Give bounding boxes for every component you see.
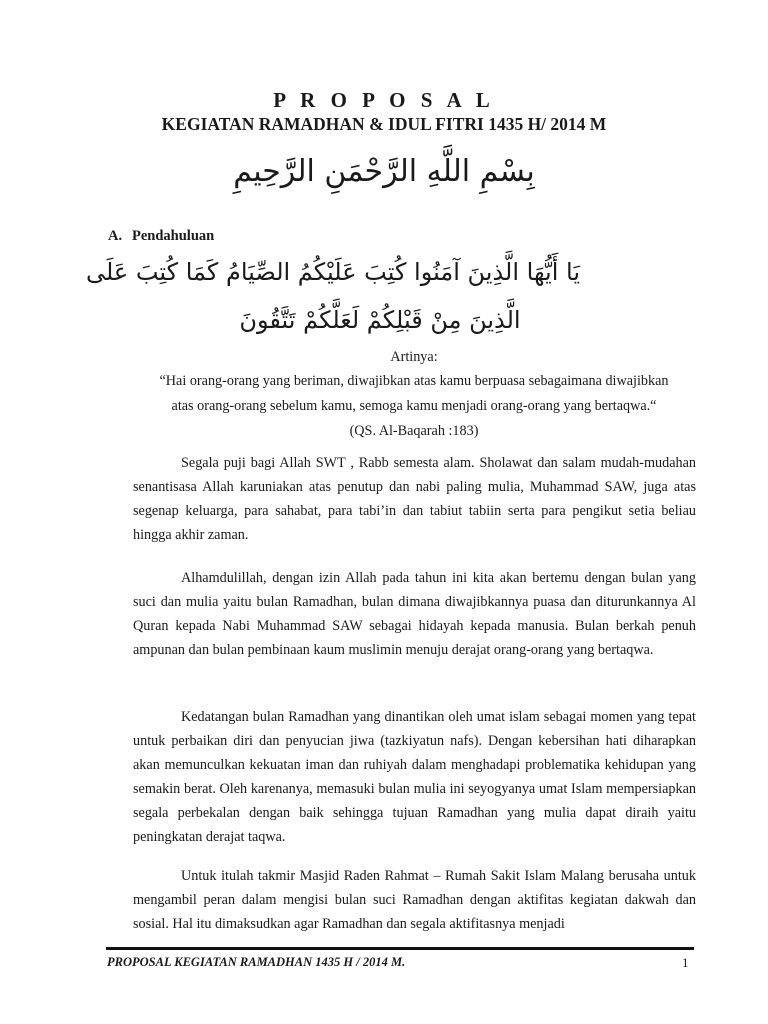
- document-title: P R O P O S A L: [273, 88, 495, 112]
- paragraph-2: Alhamdulillah, dengan izin Allah pada tahun ini kita akan bertemu dengan bulan yang suci dan mulia yaitu bulan Ramadhan, bulan dimana diwajibkannya puasa dan diturunkannya Al Quran kepada Nabi Muhammad SAW sebagai hidayah kepada manusia. Bulan berkah penuh ampunan dan bulan pembinaan kaum muslimin menuju derajat orang-orang yang bertaqwa.: [133, 570, 696, 658]
- paragraph-1: Segala puji bagi Allah SWT , Rabb semesta alam. Sholawat dan salam mudah-mudahan senantisasa Allah karuniakan atas penutup dan nabi paling mulia, Muhammad SAW, juga atas segenap keluarga, para sahabat, para tabi’in dan tabiut tabiin serta para pengikut setia beliau hingga akhir zaman.: [133, 455, 696, 543]
- paragraph-3: Kedatangan bulan Ramadhan yang dinantikan oleh umat islam sebagai momen yang tepat untuk perbaikan diri dan penyucian jiwa (tazkiyatun nafs). Dengan kebersihan hati diharapkan akan memunculkan kekuatan iman dan ruhiyah dalam menghadapi problematika kehidupan yang semakin berat. Oleh karenanya, memasuki bulan mulia ini seyogyanya umat Islam mempersiapkan segala perbekalan dengan baik sehingga tujuan Ramadhan yang mulia dapat diraih yaitu peningkatan derajat taqwa.: [133, 709, 696, 845]
- document-subtitle: KEGIATAN RAMADHAN & IDUL FITRI 1435 H/ 2014 M: [161, 114, 607, 134]
- footer-title: PROPOSAL KEGIATAN RAMADHAN 1435 H / 2014 M.: [107, 955, 406, 969]
- page-number: 1: [682, 955, 689, 970]
- quran-verse-line-2: الَّذِينَ مِنْ قَبْلِكُمْ لَعَلَّكُمْ تَتَّقُونَ: [239, 306, 521, 334]
- paragraph-4: Untuk itulah takmir Masjid Raden Rahmat – Rumah Sakit Islam Malang berusaha untuk mengambil peran dalam mengisi bulan suci Ramadhan dengan aktifitas kegiatan dakwah dan sosial. Hal itu dimaksudkan agar Ramadhan dan segala aktifitasnya menjadi: [133, 868, 696, 932]
- section-title: Pendahuluan: [132, 228, 215, 244]
- verse-reference: (QS. Al-Baqarah :183): [349, 423, 479, 439]
- footer-divider: [106, 947, 694, 950]
- section-heading: [108, 228, 214, 245]
- basmala-calligraphy: بِسْمِ اللَّهِ الرَّحْمَنِ الرَّحِيمِ: [233, 154, 535, 189]
- quran-verse-line-1: يَا أَيُّهَا الَّذِينَ آمَنُوا كُتِبَ عَلَيْكُمُ الصِّيَامُ كَمَا كُتِبَ عَلَى: [85, 258, 580, 286]
- translation-line-1: “Hai orang-orang yang beriman, diwajibkan atas kamu berpuasa sebagaimana diwajibkan: [159, 373, 669, 389]
- section-number: A.: [108, 228, 123, 244]
- translation-label: Artinya:: [390, 349, 438, 365]
- translation-line-2: atas orang-orang sebelum kamu, semoga kamu menjadi orang-orang yang bertaqwa.“: [171, 398, 657, 414]
